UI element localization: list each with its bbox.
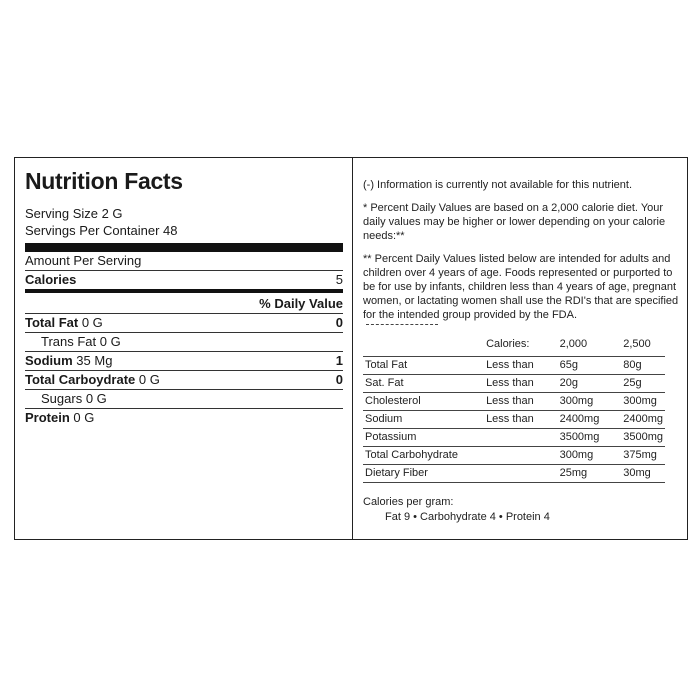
nutrient-amount: 0 G xyxy=(99,334,121,349)
nutrient-row xyxy=(25,314,343,333)
table-cell: 80g xyxy=(621,357,665,375)
calories-per-gram xyxy=(363,495,679,525)
nutrient-name: Total Fat xyxy=(25,315,79,330)
serving-size: Serving Size 2 G xyxy=(25,206,123,221)
nutrient-amount: 0 G xyxy=(73,410,95,425)
nutrient-name: Total Carboydrate xyxy=(25,372,136,387)
nutrient-name: Sugars xyxy=(41,391,83,406)
daily-value-header: % Daily Value xyxy=(25,293,343,314)
table-header-cell xyxy=(363,334,484,357)
nutrient-row xyxy=(25,409,343,427)
table-cell: 3500mg xyxy=(558,429,622,447)
nutrient-row xyxy=(25,390,343,409)
table-cell: 300mg xyxy=(558,447,622,465)
table-cell: 65g xyxy=(558,357,622,375)
table-cell: Sat. Fat xyxy=(363,375,484,393)
nutrient-dv: 1 xyxy=(335,353,343,368)
table-cell: Potassium xyxy=(363,429,484,447)
panel-divider xyxy=(352,158,353,539)
table-row xyxy=(363,375,665,393)
table-cell: Total Carbohydrate xyxy=(363,447,484,465)
amount-per-serving: Amount Per Serving xyxy=(25,252,343,271)
unavailable-note: (-) Information is currently not available for this nutrient. xyxy=(363,179,633,191)
table-cell: 2400mg xyxy=(621,411,665,429)
table-cell: 30mg xyxy=(621,465,665,483)
table-row xyxy=(363,465,665,483)
table-cell: 375mg xyxy=(621,447,665,465)
nutrition-facts-label xyxy=(25,166,343,427)
table-cell xyxy=(484,447,558,465)
table-cell: Less than xyxy=(484,411,558,429)
nutrient-row xyxy=(25,333,343,352)
dashed-separator xyxy=(366,324,438,331)
table-cell xyxy=(484,465,558,483)
table-cell: 2400mg xyxy=(558,411,622,429)
calories-value: 5 xyxy=(335,272,343,287)
table-row xyxy=(363,429,665,447)
nutrient-name: Trans Fat xyxy=(41,334,97,349)
calories-per-gram-label: Calories per gram: xyxy=(363,496,454,508)
table-header-cell: Calories: xyxy=(484,334,558,357)
nutrient-dv: 0 xyxy=(335,372,343,387)
label-title: Nutrition Facts xyxy=(25,168,183,194)
calories-per-gram-detail: Fat 9 • Carbohydrate 4 • Protein 4 xyxy=(385,511,550,523)
daily-value-table xyxy=(363,334,665,483)
thick-divider xyxy=(25,243,343,252)
table-cell: Less than xyxy=(484,375,558,393)
nutrient-row xyxy=(25,371,343,390)
nutrient-amount: 0 G xyxy=(85,391,107,406)
serving-info xyxy=(25,205,343,239)
nutrient-amount: 0 G xyxy=(138,372,160,387)
table-cell: Sodium xyxy=(363,411,484,429)
table-header-row xyxy=(363,334,665,357)
table-row xyxy=(363,447,665,465)
nutrient-name: Protein xyxy=(25,410,70,425)
table-cell: Dietary Fiber xyxy=(363,465,484,483)
table-cell: 25g xyxy=(621,375,665,393)
table-cell: Cholesterol xyxy=(363,393,484,411)
nutrient-amount: 35 Mg xyxy=(76,353,113,368)
percent-dv-note: * Percent Daily Values are based on a 2,000 calorie diet. Your daily values may be higher or lower depending on your calorie needs:** xyxy=(363,202,666,242)
table-cell: 300mg xyxy=(621,393,665,411)
servings-per-container: Servings Per Container 48 xyxy=(25,223,178,238)
nutrient-row xyxy=(25,352,343,371)
table-header-cell: 2,000 xyxy=(558,334,622,357)
calories-label: Calories xyxy=(25,272,77,287)
table-row xyxy=(363,393,665,411)
table-cell: Less than xyxy=(484,393,558,411)
table-cell: 300mg xyxy=(558,393,622,411)
nutrition-panel xyxy=(14,157,688,540)
table-cell: Less than xyxy=(484,357,558,375)
table-header-cell: 2,500 xyxy=(621,334,665,357)
table-row xyxy=(363,357,665,375)
table-cell: 25mg xyxy=(558,465,622,483)
rdi-note: ** Percent Daily Values listed below are intended for adults and children over 4 years of age. Foods represented or purported to be for use by infants, children less than 4 years of age, pregnant women, or lactating women shall use the RDI's that are specified for the intended group provided by the FDA. xyxy=(363,253,679,321)
nutrient-name: Sodium xyxy=(25,353,73,368)
table-row xyxy=(363,411,665,429)
nutrient-amount: 0 G xyxy=(81,315,103,330)
nutrient-dv: 0 xyxy=(335,315,343,330)
table-cell: 20g xyxy=(558,375,622,393)
calories-row xyxy=(25,271,343,289)
table-cell: Total Fat xyxy=(363,357,484,375)
footnotes xyxy=(363,178,679,525)
table-cell: 3500mg xyxy=(621,429,665,447)
table-cell xyxy=(484,429,558,447)
